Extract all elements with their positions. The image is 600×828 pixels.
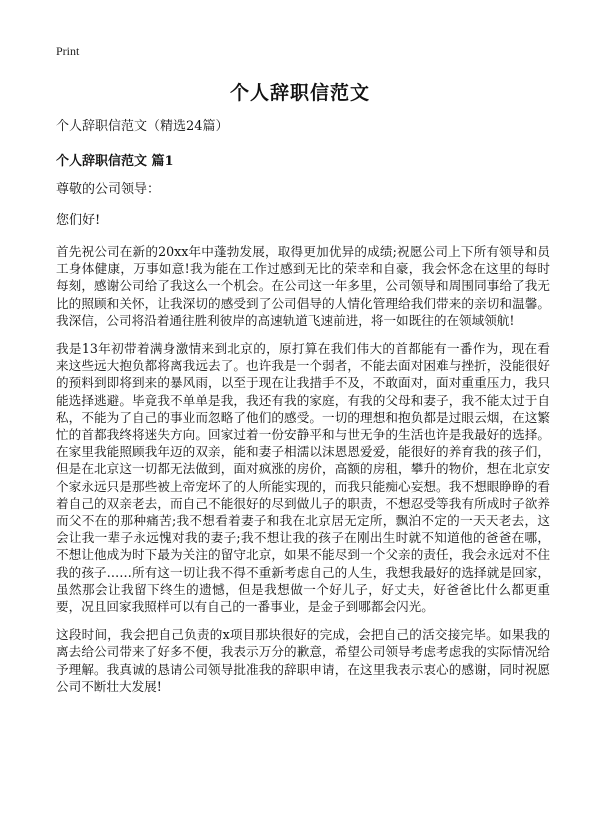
greeting: 您们好! [56,213,101,228]
paragraph-1: 首先祝公司在新的20xx年中蓬勃发展，取得更加优异的成绩;祝愿公司上下所有领导和员工身体健康，万事如意!我为能在工作过感到无比的荣幸和自豪，我会怀念在这里的每时每刻，感谢公司给了我这么一个机会。在公司这一年多里，公司领导和周围同事给了我无比的照顾和关怀，让我深切的感受到了公司倡导的人情化管理给我们带来的亲切和温馨。我深信，公司将沿着通往胜利彼岸的高速轨道飞速前进，将一如既往的在领域领航! [56,244,550,328]
section-heading: 个人辞职信范文 篇1 [56,154,174,169]
print-link[interactable]: Print [56,44,80,58]
paragraph-3: 这段时间，我会把自己负责的x项目那块很好的完成，会把自己的活交接完毕。如果我的离去给公司带来了好多不便，我表示万分的歉意，希望公司领导考虑考虑我的实际情况给予理解。我真诚的恳请公司领导批准我的辞职申请，在这里我表示衷心的感谢，同时祝愿公司不断壮大发展! [56,627,550,694]
paragraph-2: 我是13年初带着满身激情来到北京的，原打算在我们伟大的首都能有一番作为，现在看来这些远大抱负都将离我远去了。也许我是一个弱者，不能去面对困难与挫折，没能很好的预料到即将到来的暴风雨，以至于现在让我措手不及，不敢面对，面对重重压力，我只能选择逃避。毕竟我不单单是我，我还有我的家庭，有我的父母和妻子，我不能太过于自私，不能为了自己的事业而忽略了他们的感受。一切的理想和抱负都是过眼云烟，在这繁忙的首都我终将迷失方向。回家过着一份安静平和与世无争的生活也许是我最好的选择。在家里我能照顾我年迈的双亲，能和妻子相濡以沫恩恩爱爱，能很好的养育我的孩子们，但是在北京这一切都无法做到，面对疯涨的房价，高额的房租，攀升的物价，想在北京安个家永远只是那些被上帝宠坏了的人所能实现的，而我只能痴心妄想。我不想眼睁睁的看着自己的双亲老去，而自己不能很好的尽到做儿子的职责，不想忍受等我有所成时子欲养而父不在的那种痛苦;我不想看着妻子和我在北京居无定所，飘泊不定的一天天老去，这会让我一辈子永远愧对我的妻子;我不想让我的孩子在刚出生时就不知道他的爸爸在哪，不想让他成为时下最为关注的留守北京，如果不能尽到一个父亲的责任，我会永远对不住我的孩子……所有这一切让我不得不重新考虑自己的人生，我想我最好的选择就是回家，虽然那会让我留下终生的遗憾，但是我想做一个好儿子，好丈夫，好爸爸比什么都更重要，况且回家我照样可以有自己的一番事业，是金子到哪都会闪光。 [56,341,550,615]
document-subtitle: 个人辞职信范文（精选24篇） [56,119,229,134]
salutation: 尊敬的公司领导： [56,182,161,197]
page-title: 个人辞职信范文 [229,82,370,104]
document-body [56,118,550,706]
